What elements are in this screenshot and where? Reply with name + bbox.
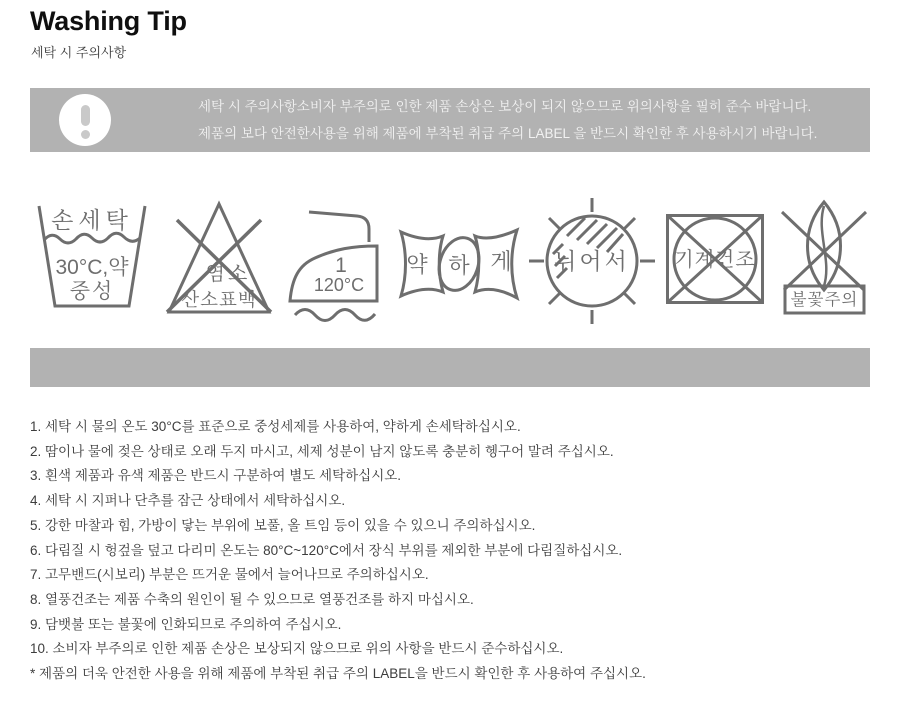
instruction-item: 1. 세탁 시 물의 온도 30°C를 표준으로 중성세제를 사용하여, 약하게 손세탁하십시오. [30,419,521,434]
hand-wash-icon [30,194,154,314]
instruction-item: 2. 땀이나 물에 젖은 상태로 오래 두지 마시고, 세제 성분이 남지 않도록 충분히 헹구어 말려 주십시오. [30,443,614,459]
instruction-item: 9. 담뱃불 또는 불꽃에 인화되므로 주의하여 주십시오. [30,616,342,632]
no-bleach-icon [162,198,276,316]
iron-label-2: 120°C [313,275,364,295]
flame-caution-label: 불꽃주의 [790,291,859,309]
exclamation-bar [81,105,90,126]
instruction-item: * 제품의 더욱 안전한 사용을 위해 제품에 부착된 취급 주의 LABEL을 반드시 확인한 후 사용하여 주십시오. [30,666,646,682]
hand-wash-label-3: 중성 [69,280,115,303]
dry-flat-label: 뉘어서 [554,248,631,274]
notice-line-2: 제품의 보다 안전한사용을 위해 제품에 부착된 취급 주의 LABEL 을 반드시 확인한 후 사용하시기 바랍니다. [198,126,818,141]
wring-gently-icon [397,226,521,302]
instruction-item: 4. 세탁 시 지퍼나 단추를 잠근 상태에서 세탁하십시오. [30,493,346,509]
no-machine-dry-icon [664,212,766,306]
hand-wash-label-2: 30°C,약 [55,256,129,279]
wring-label-1: 약 [406,252,428,277]
wring-label-3: 게 [490,249,512,274]
iron-label-1: 1 [334,254,347,277]
instruction-item: 10. 소비자 부주의로 인한 제품 손상은 보상되지 않으므로 위의 사항을 반드시 준수하십시오. [30,641,564,657]
notice-text [198,88,817,152]
notice-banner [30,88,870,152]
no-bleach-label-2: 산소표백 [181,289,258,310]
notice-line-1: 세탁 시 주의사항소비자 부주의로 인한 제품 손상은 보상이 되지 않으므로 위의사항을 필히 준수 바랍니다. [198,99,812,114]
no-bleach-label-1: 염소 [206,263,251,285]
no-machine-dry-label: 기계건조 [674,249,756,271]
instruction-item: 5. 강한 마찰과 힘, 가방이 닿는 부위에 보풀, 올 트임 등이 있을 수 있으니 주의하십시오. [30,517,536,533]
divider-bar [30,348,870,387]
instruction-item: 3. 흰색 제품과 유색 제품은 반드시 구분하여 별도 세탁하십시오. [30,468,402,484]
wring-label-2: 하 [448,253,470,278]
page-title: Washing Tip [30,6,187,36]
instruction-item: 7. 고무밴드(시보리) 부분은 뜨거운 물에서 늘어나므로 주의하십시오. [30,567,429,583]
flame-caution-icon [774,198,875,316]
instruction-item: 6. 다림질 시 헝겊을 덮고 다리미 온도는 80°C~120°C에서 장식 부위를 제외한 부분에 다림질하십시오. [30,542,623,558]
exclamation-icon [59,94,111,146]
care-icons-row [30,186,875,326]
page-subtitle: 세탁 시 주의사항 [31,45,127,60]
hand-wash-label-1: 손세탁 [51,207,133,233]
instructions-list [30,415,646,687]
dry-flat-icon [529,196,655,326]
iron-low-heat-icon [285,204,389,322]
exclamation-dot [81,130,90,139]
instruction-item: 8. 열풍건조는 제품 수축의 원인이 될 수 있으므로 열풍건조를 하지 마십시오. [30,591,474,607]
